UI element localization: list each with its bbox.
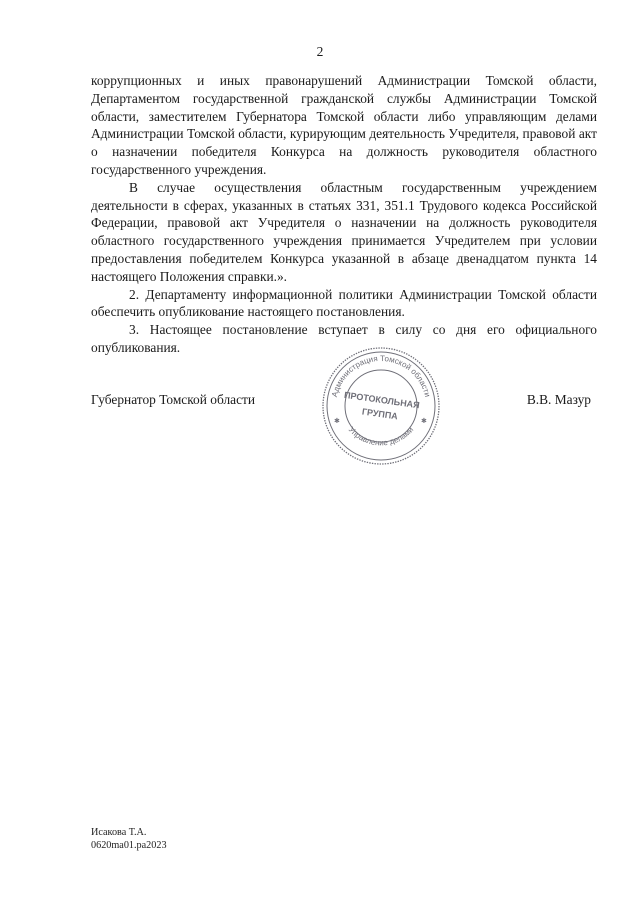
- page-number: 2: [316, 44, 324, 59]
- paragraph-item-2: 2. Департаменту информационной политики Администрации Томской области обеспечить опубликование настоящего постановления.: [91, 286, 597, 320]
- paragraph-continuation: коррупционных и иных правонарушений Администрации Томской области, Департаментом государственной гражданской службы Администрации Томской области, заместителем Губернатора Томской области либо управляющим делами Администрации Томской области, курирующим деятельность Учредителя, правовой акт о назначении победителя Конкурса на должность руководителя областного государственного учреждения.: [91, 73, 597, 177]
- official-stamp: [320, 345, 442, 467]
- document-code: 0620ma01.pa2023: [91, 839, 167, 851]
- stamp-outer-text-top: Администрация Томской области: [329, 353, 433, 398]
- stamp-star-icon: ✱: [421, 417, 427, 425]
- executor-name: Исакова Т.А.: [91, 827, 147, 838]
- paragraph-item-3: 3. Настоящее постановление вступает в силу со дня его официального опубликования.: [91, 322, 597, 355]
- footer: [91, 827, 167, 852]
- stamp-inner-line-2: ГРУППА: [361, 406, 399, 422]
- paragraph-special-case: В случае осуществления областным государственным учреждением деятельности в сферах, указанных в статьях 331, 351.1 Трудового кодекса Российской Федерации, правовой акт Учредителя о назначении на должность руководителя областного государственного учреждения принимается Учредителем при условии предоставления победителем Конкурса указанной в абзаце двенадцатом пункта 14 настоящего Положения справки.».: [91, 179, 597, 284]
- document-body: [91, 72, 597, 357]
- stamp-outer-text-bottom: Управление делами: [346, 425, 416, 448]
- signature-position: Губернатор Томской области: [91, 392, 256, 407]
- signature-name: В.В. Мазур: [526, 392, 591, 407]
- stamp-inner-line-1: ПРОТОКОЛЬНАЯ: [343, 389, 421, 411]
- stamp-star-icon: ✱: [334, 417, 340, 425]
